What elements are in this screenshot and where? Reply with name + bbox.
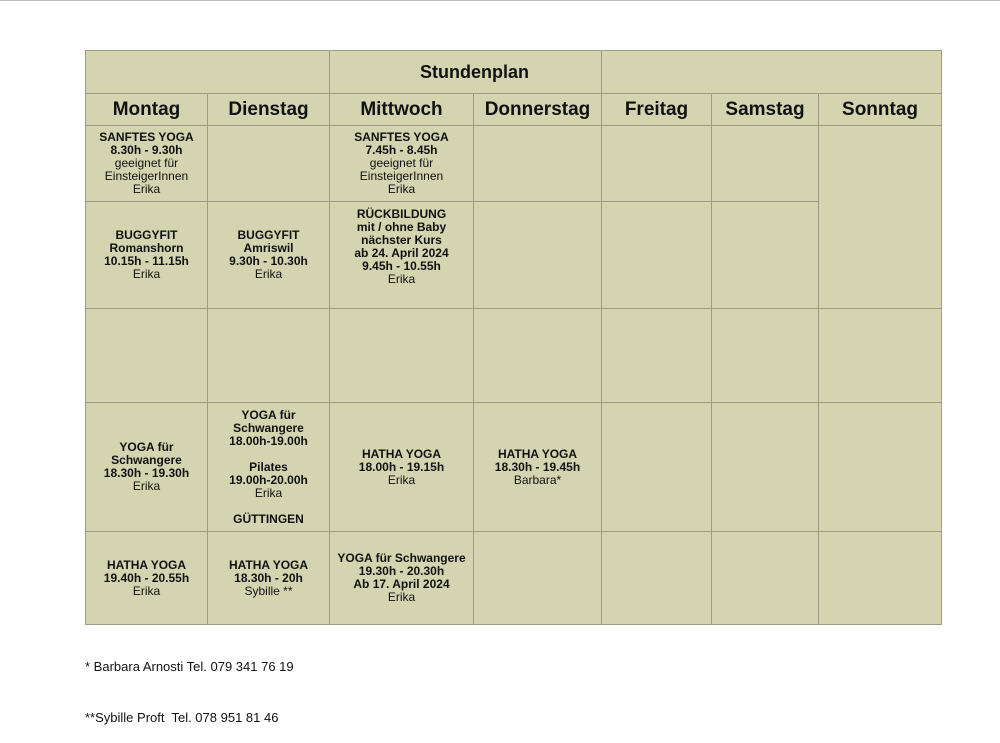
slot-samstag-4 [712, 403, 819, 532]
class-note: EinsteigerInnen [359, 169, 444, 183]
class-teacher: Erika [254, 485, 283, 500]
day-header-freitag: Freitag [602, 94, 712, 126]
slot-mittwoch-5 [330, 532, 474, 625]
class-name: Schwangere [111, 453, 182, 467]
schedule-row-3 [86, 309, 942, 403]
title-blank-left [86, 51, 330, 94]
spacer [210, 500, 327, 513]
class-place: Romanshorn [109, 241, 184, 255]
slot-freitag-1 [602, 126, 712, 202]
slot-montag-2 [86, 202, 208, 309]
footnotes [85, 624, 294, 743]
class-name: RÜCKBILDUNG [356, 207, 447, 221]
class-name: YOGA für [119, 440, 174, 454]
slot-mittwoch-4 [330, 403, 474, 532]
slot-dienstag-3 [208, 309, 330, 403]
class-teacher: Erika [387, 182, 416, 196]
day-header-montag: Montag [86, 94, 208, 126]
schedule-row-2 [86, 202, 942, 309]
schedule-table [85, 50, 942, 625]
slot-montag-5 [86, 532, 208, 625]
slot-sonntag-4 [819, 403, 942, 532]
spacer [210, 448, 327, 461]
class-location: GÜTTINGEN [233, 511, 304, 526]
slot-freitag-5 [602, 532, 712, 625]
slot-dienstag-2 [208, 202, 330, 309]
class-name: SANFTES YOGA [354, 130, 449, 144]
class-time: 18.00h-19.00h [229, 433, 308, 448]
class-name: HATHA YOGA [228, 557, 309, 572]
class-teacher: Erika [387, 472, 416, 487]
class-time: 19.40h - 20.55h [103, 570, 190, 585]
slot-sonntag-1 [819, 126, 942, 309]
class-note: geeignet für [369, 156, 434, 170]
day-header-donnerstag: Donnerstag [474, 94, 602, 126]
day-header-row [86, 94, 942, 126]
slot-donnerstag-3 [474, 309, 602, 403]
slot-freitag-3 [602, 309, 712, 403]
class-time: 9.45h - 10.55h [362, 259, 441, 273]
footnote-sybille: **Sybille Proft Tel. 078 951 81 46 [85, 710, 279, 725]
slot-mittwoch-3 [330, 309, 474, 403]
slot-dienstag-4 [208, 403, 330, 532]
class-name: Schwangere [233, 420, 304, 435]
slot-samstag-3 [712, 309, 819, 403]
class-note: nächster Kurs [361, 233, 442, 247]
title-row [86, 51, 942, 94]
footnote-barbara: * Barbara Arnosti Tel. 079 341 76 19 [85, 659, 294, 674]
class-time: 19.30h - 20.30h [358, 564, 445, 578]
class-time: 9.30h - 10.30h [229, 254, 308, 268]
class-time: 10.15h - 11.15h [104, 254, 189, 268]
class-date: Ab 17. April 2024 [353, 577, 450, 591]
class-date: ab 24. April 2024 [354, 246, 449, 260]
class-time: 7.45h - 8.45h [365, 143, 438, 157]
title-blank-right [602, 51, 942, 94]
slot-montag-4 [86, 403, 208, 532]
class-time: 19.00h-20.00h [229, 472, 308, 487]
class-name: SANFTES YOGA [99, 130, 194, 144]
class-time: 18.30h - 19.45h [494, 459, 581, 474]
class-name: HATHA YOGA [497, 446, 578, 461]
class-teacher: Sybille ** [244, 583, 293, 598]
slot-mittwoch-1 [330, 126, 474, 202]
class-name: HATHA YOGA [361, 446, 442, 461]
class-time: 8.30h - 9.30h [110, 143, 183, 157]
class-time: 18.30h - 19.30h [103, 466, 190, 480]
schedule-row-4 [86, 403, 942, 532]
slot-montag-3 [86, 309, 208, 403]
slot-donnerstag-2 [474, 202, 602, 309]
class-teacher: Erika [132, 479, 161, 493]
class-name: YOGA für Schwangere [337, 551, 466, 565]
class-name: Pilates [249, 459, 288, 474]
class-note: geeignet für [114, 156, 179, 170]
slot-sonntag-3 [819, 309, 942, 403]
slot-samstag-5 [712, 532, 819, 625]
schedule-row-5 [86, 532, 942, 625]
class-name: HATHA YOGA [106, 557, 187, 572]
class-time: 18.00h - 19.15h [358, 459, 445, 474]
day-header-sonntag: Sonntag [819, 94, 942, 126]
slot-montag-1 [86, 126, 208, 202]
class-name: BUGGYFIT [237, 228, 300, 242]
slot-mittwoch-2 [330, 202, 474, 309]
class-note: EinsteigerInnen [104, 169, 189, 183]
slot-samstag-1 [712, 126, 819, 202]
top-divider-line [0, 0, 1000, 1]
class-place: Amriswil [243, 241, 294, 255]
class-teacher: Barbara* [513, 472, 562, 487]
class-teacher: Erika [254, 267, 283, 281]
class-time: 18.30h - 20h [234, 570, 303, 585]
day-header-samstag: Samstag [712, 94, 819, 126]
class-teacher: Erika [387, 590, 416, 604]
slot-donnerstag-5 [474, 532, 602, 625]
schedule-row-1 [86, 126, 942, 202]
class-teacher: Erika [132, 267, 161, 281]
slot-donnerstag-1 [474, 126, 602, 202]
slot-dienstag-5 [208, 532, 330, 625]
class-name: YOGA für [241, 407, 296, 422]
class-name: BUGGYFIT [115, 228, 178, 242]
day-header-dienstag: Dienstag [208, 94, 330, 126]
class-teacher: Erika [132, 583, 161, 598]
slot-freitag-4 [602, 403, 712, 532]
slot-sonntag-5 [819, 532, 942, 625]
slot-freitag-2 [602, 202, 712, 309]
class-teacher: Erika [387, 272, 416, 286]
page-title: Stundenplan [330, 51, 602, 94]
day-header-mittwoch: Mittwoch [330, 94, 474, 126]
slot-donnerstag-4 [474, 403, 602, 532]
slot-samstag-2 [712, 202, 819, 309]
class-note: mit / ohne Baby [356, 220, 447, 234]
class-teacher: Erika [132, 182, 161, 196]
slot-dienstag-1 [208, 126, 330, 202]
